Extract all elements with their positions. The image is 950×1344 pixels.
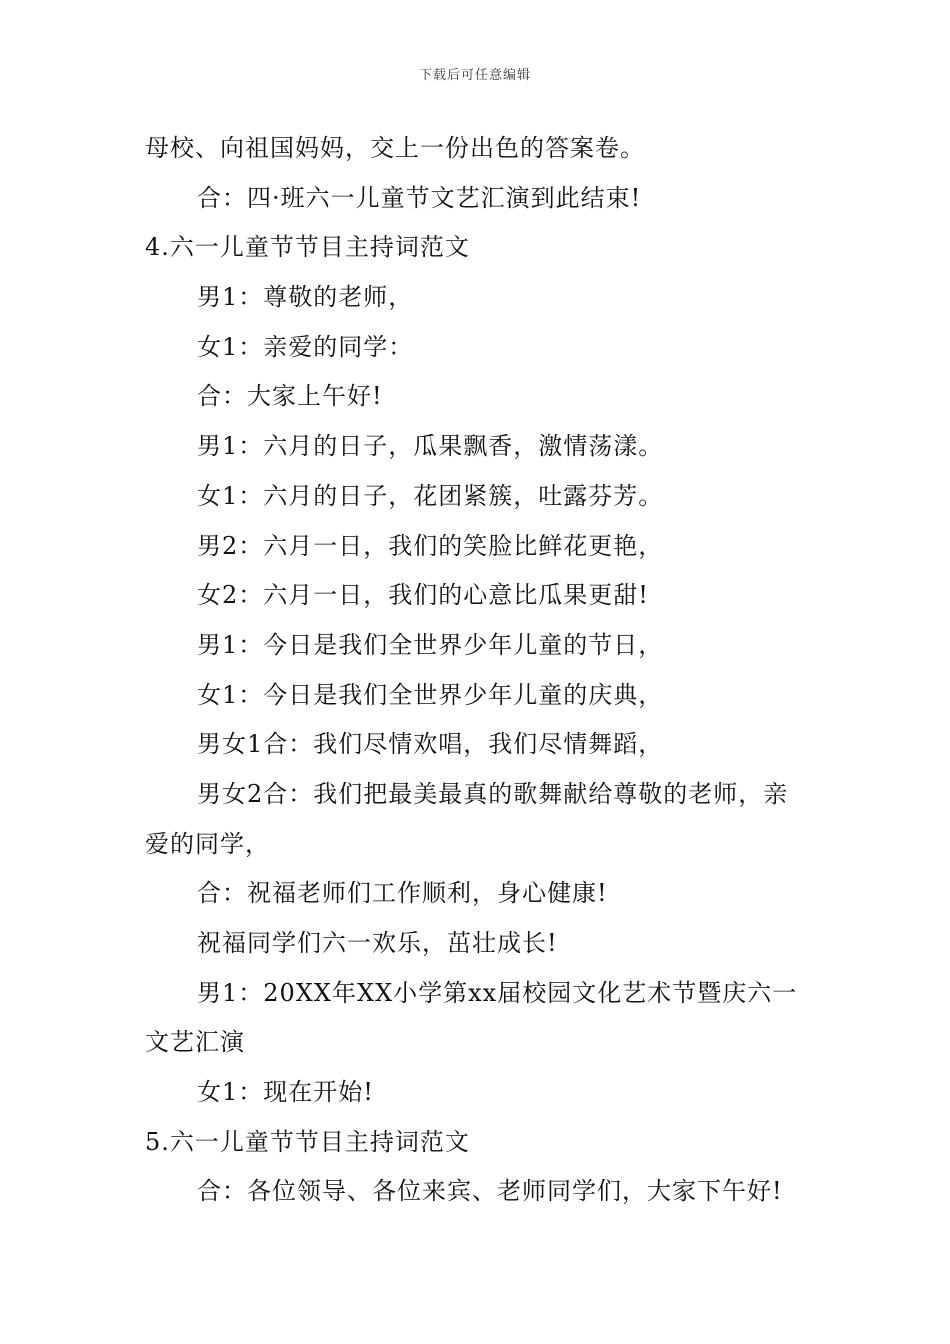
- text-line: 女1：六月的日子，花团紧簇，吐露芬芳。: [197, 481, 664, 510]
- text-line: 女1：现在开始!: [197, 1078, 374, 1107]
- text-line: 女1：亲爱的同学：: [197, 332, 414, 361]
- section-heading: 5.六一儿童节节目主持词范文: [145, 1127, 470, 1156]
- text-line: 爱的同学，: [145, 829, 270, 858]
- page-header-note: 下载后可任意编辑: [418, 68, 531, 83]
- text-line: 男女2合：我们把最美最真的歌舞献给尊敬的老师，亲: [197, 779, 789, 808]
- text-line: 男女1合：我们尽情欢唱，我们尽情舞蹈，: [197, 730, 664, 759]
- text-line: 男1：尊敬的老师，: [197, 283, 414, 312]
- text-line: 女2：六月一日，我们的心意比瓜果更甜!: [197, 581, 649, 610]
- text-line: 女1：今日是我们全世界少年儿童的庆典，: [197, 680, 664, 709]
- text-line: 合：四·班六一儿童节文艺汇演到此结束!: [197, 183, 642, 212]
- text-line: 合：大家上午好!: [197, 382, 383, 411]
- text-line: 合：祝福老师们工作顺利，身心健康!: [197, 879, 608, 908]
- text-line: 文艺汇演: [145, 1028, 245, 1057]
- text-line: 男1：今日是我们全世界少年儿童的节日，: [197, 630, 664, 659]
- text-line: 男1：20XX年XX小学第xx届校园文化艺术节暨庆六一: [197, 978, 798, 1007]
- section-heading: 4.六一儿童节节目主持词范文: [145, 233, 470, 262]
- text-line: 男2：六月一日，我们的笑脸比鲜花更艳，: [197, 531, 664, 560]
- text-line: 祝福同学们六一欢乐，茁壮成长!: [197, 929, 558, 957]
- text-line: 男1：六月的日子，瓜果飘香，激情荡漾。: [197, 432, 664, 461]
- text-line: 合：各位领导、各位来宾、老师同学们，大家下午好!: [197, 1177, 783, 1206]
- document-body: [145, 124, 810, 1217]
- text-line: 母校、向祖国妈妈，交上一份出色的答案卷。: [145, 134, 645, 162]
